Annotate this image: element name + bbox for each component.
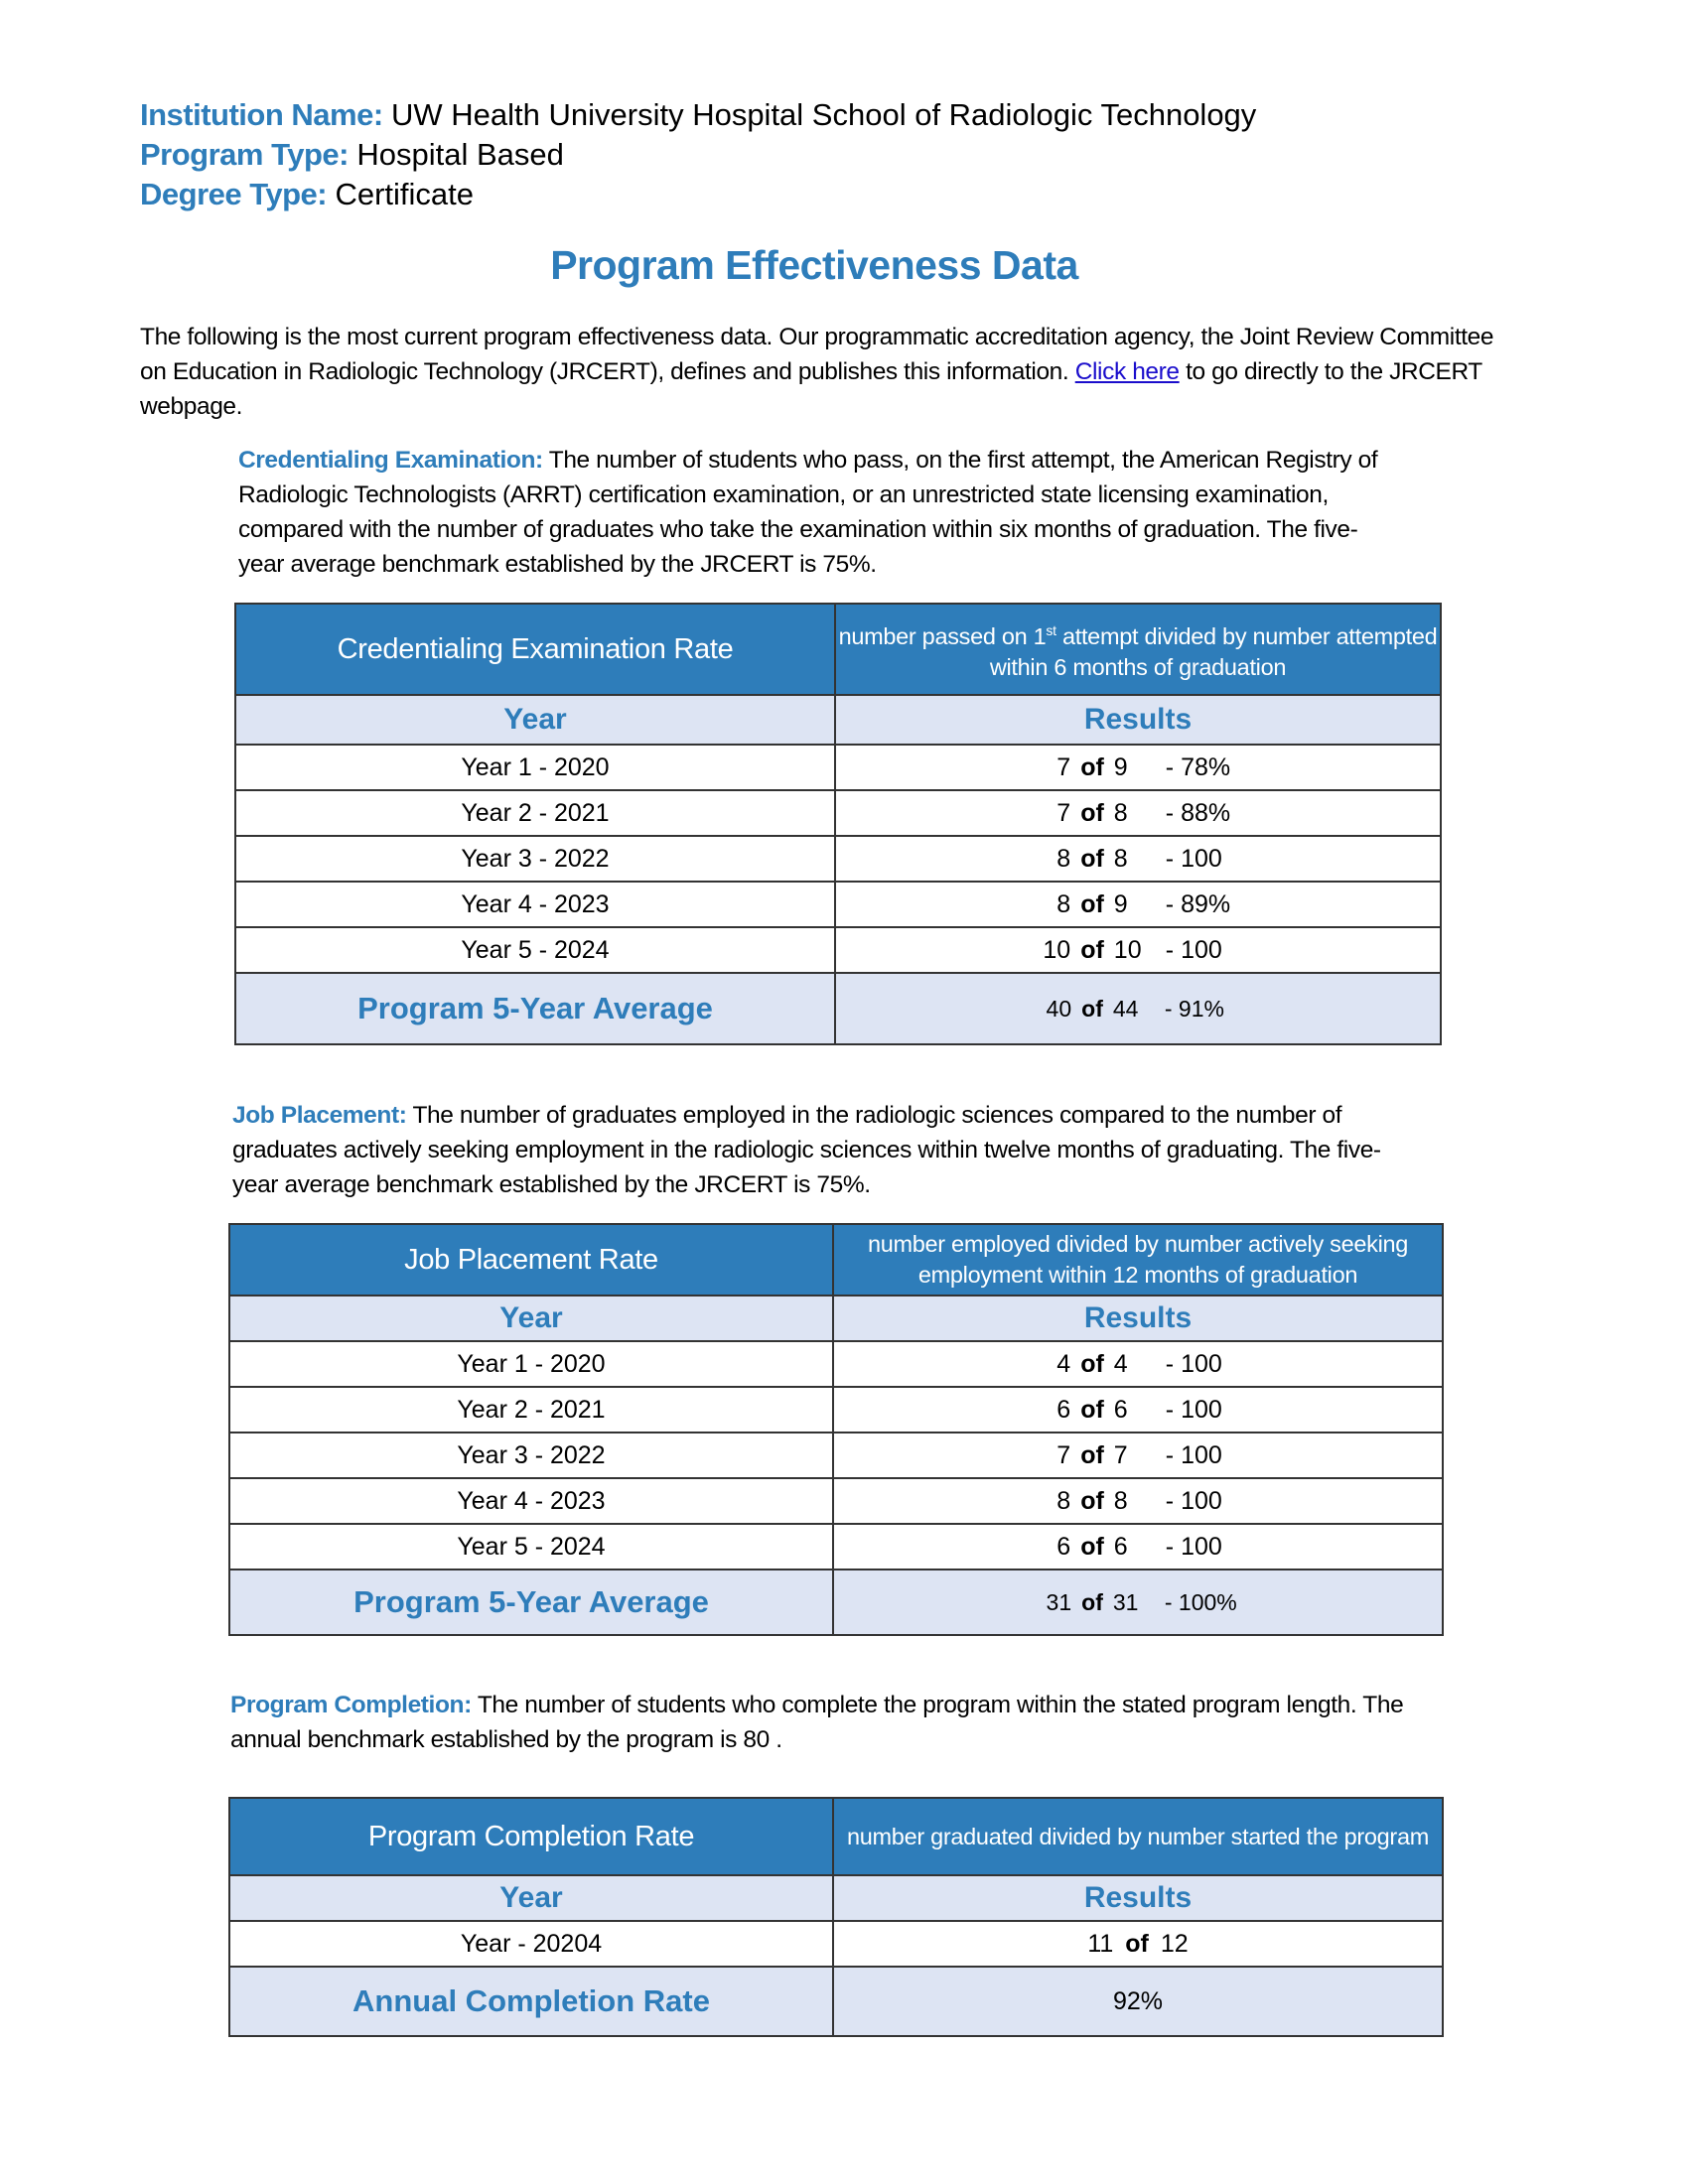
institution-name-label: Institution Name: [140, 97, 383, 132]
average-label: Program 5-Year Average [229, 1570, 833, 1635]
credentialing-table [234, 603, 1442, 1045]
row-year: Year - 20204 [229, 1921, 833, 1967]
job-placement-table [228, 1223, 1444, 1636]
row-year: Year 4 - 2023 [235, 882, 835, 927]
row-result: 6 of 6 - 100 [833, 1387, 1443, 1433]
degree-type-value: Certificate [335, 177, 474, 211]
table-row [235, 836, 1441, 882]
row-year: Year 1 - 2020 [229, 1341, 833, 1387]
table-row [229, 1524, 1443, 1570]
credentialing-table-title: Credentialing Examination Rate [235, 604, 835, 695]
row-year: Year 5 - 2024 [235, 927, 835, 973]
column-header-results: Results [833, 1875, 1443, 1921]
credentialing-average-row [235, 973, 1441, 1044]
row-year: Year 2 - 2021 [229, 1387, 833, 1433]
row-result: 11 of 12 [833, 1921, 1443, 1967]
row-year: Year 5 - 2024 [229, 1524, 833, 1570]
program-completion-text: The number of students who complete the program within the stated program length. The annual benchmark established by the program is 80 . [230, 1692, 1404, 1753]
row-result: 8 of 8 - 100 [833, 1478, 1443, 1524]
job-placement-paragraph [232, 1098, 1424, 1202]
table-row [235, 927, 1441, 973]
annual-completion-value: 92% [833, 1967, 1443, 2036]
row-year: Year 3 - 2022 [235, 836, 835, 882]
table-row [229, 1921, 1443, 1967]
row-result: 7 of 9 - 78% [835, 745, 1441, 790]
degree-type-label: Degree Type: [140, 177, 328, 211]
row-year: Year 4 - 2023 [229, 1478, 833, 1524]
program-completion-lead: Program Completion: [230, 1692, 472, 1718]
average-label: Program 5-Year Average [235, 973, 835, 1044]
column-header-results: Results [835, 695, 1441, 745]
program-completion-table-title: Program Completion Rate [229, 1798, 833, 1875]
table-row [229, 1387, 1443, 1433]
intro-text-after: to go directly to the JRCERT webpage. [140, 358, 1482, 420]
table-row [229, 1341, 1443, 1387]
job-placement-text: The number of graduates employed in the radiologic sciences compared to the number of graduates actively seeking employment in the radiologic sciences within twelve months of graduating. The five-year average benchmark established by the JRCERT is 75%. [232, 1102, 1381, 1198]
table-row [229, 1478, 1443, 1524]
row-year: Year 2 - 2021 [235, 790, 835, 836]
annual-completion-label: Annual Completion Rate [229, 1967, 833, 2036]
annual-completion-row [229, 1967, 1443, 2036]
average-result: 40 of 44 - 91% [835, 973, 1441, 1044]
table-row [235, 745, 1441, 790]
program-type-value: Hospital Based [356, 137, 564, 172]
job-placement-average-row [229, 1570, 1443, 1635]
intro-paragraph [140, 320, 1500, 424]
credentialing-paragraph [238, 443, 1400, 582]
institution-name-value: UW Health University Hospital School of Radiologic Technology [391, 97, 1257, 132]
row-result: 7 of 8 - 88% [835, 790, 1441, 836]
job-placement-lead: Job Placement: [232, 1102, 407, 1129]
program-completion-paragraph [230, 1688, 1432, 1757]
row-year: Year 3 - 2022 [229, 1433, 833, 1478]
row-result: 10 of 10 - 100 [835, 927, 1441, 973]
intro-text: The following is the most current program effectiveness data. Our programmatic accreditation agency, the Joint Review Committee on Education in Radiologic Technology (JRCERT), defines and publishes this information. [140, 324, 1494, 385]
degree-type-line [140, 175, 474, 215]
credentialing-table-description: number passed on 1st attempt divided by number attempted within 6 months of graduation [835, 604, 1441, 695]
row-result: 8 of 8 - 100 [835, 836, 1441, 882]
column-header-results: Results [833, 1296, 1443, 1341]
row-year: Year 1 - 2020 [235, 745, 835, 790]
program-type-line [140, 135, 564, 176]
credentialing-text: The number of students who pass, on the first attempt, the American Registry of Radiologic Technologists (ARRT) certification examination, or an unrestricted state licensing examination, compared with the number of graduates who take the examination within six months of graduation. The five-year average benchmark established by the JRCERT is 75%. [238, 447, 1378, 578]
program-completion-table-description: number graduated divided by number started the program [833, 1798, 1443, 1875]
page-title: Program Effectiveness Data [550, 242, 1078, 288]
table-row [229, 1433, 1443, 1478]
column-header-year: Year [235, 695, 835, 745]
row-result: 4 of 4 - 100 [833, 1341, 1443, 1387]
credentialing-lead: Credentialing Examination: [238, 447, 543, 474]
row-result: 8 of 9 - 89% [835, 882, 1441, 927]
program-type-label: Program Type: [140, 137, 349, 172]
row-result: 7 of 7 - 100 [833, 1433, 1443, 1478]
job-placement-table-description: number employed divided by number actively seeking employment within 12 months of graduation [833, 1224, 1443, 1296]
column-header-year: Year [229, 1296, 833, 1341]
program-completion-table [228, 1797, 1444, 2037]
table-row [235, 882, 1441, 927]
institution-name-line [140, 95, 1256, 136]
average-result: 31 of 31 - 100% [833, 1570, 1443, 1635]
table-row [235, 790, 1441, 836]
row-result: 6 of 6 - 100 [833, 1524, 1443, 1570]
column-header-year: Year [229, 1875, 833, 1921]
job-placement-table-title: Job Placement Rate [229, 1224, 833, 1296]
jrcert-link[interactable]: Click here [1074, 358, 1180, 385]
